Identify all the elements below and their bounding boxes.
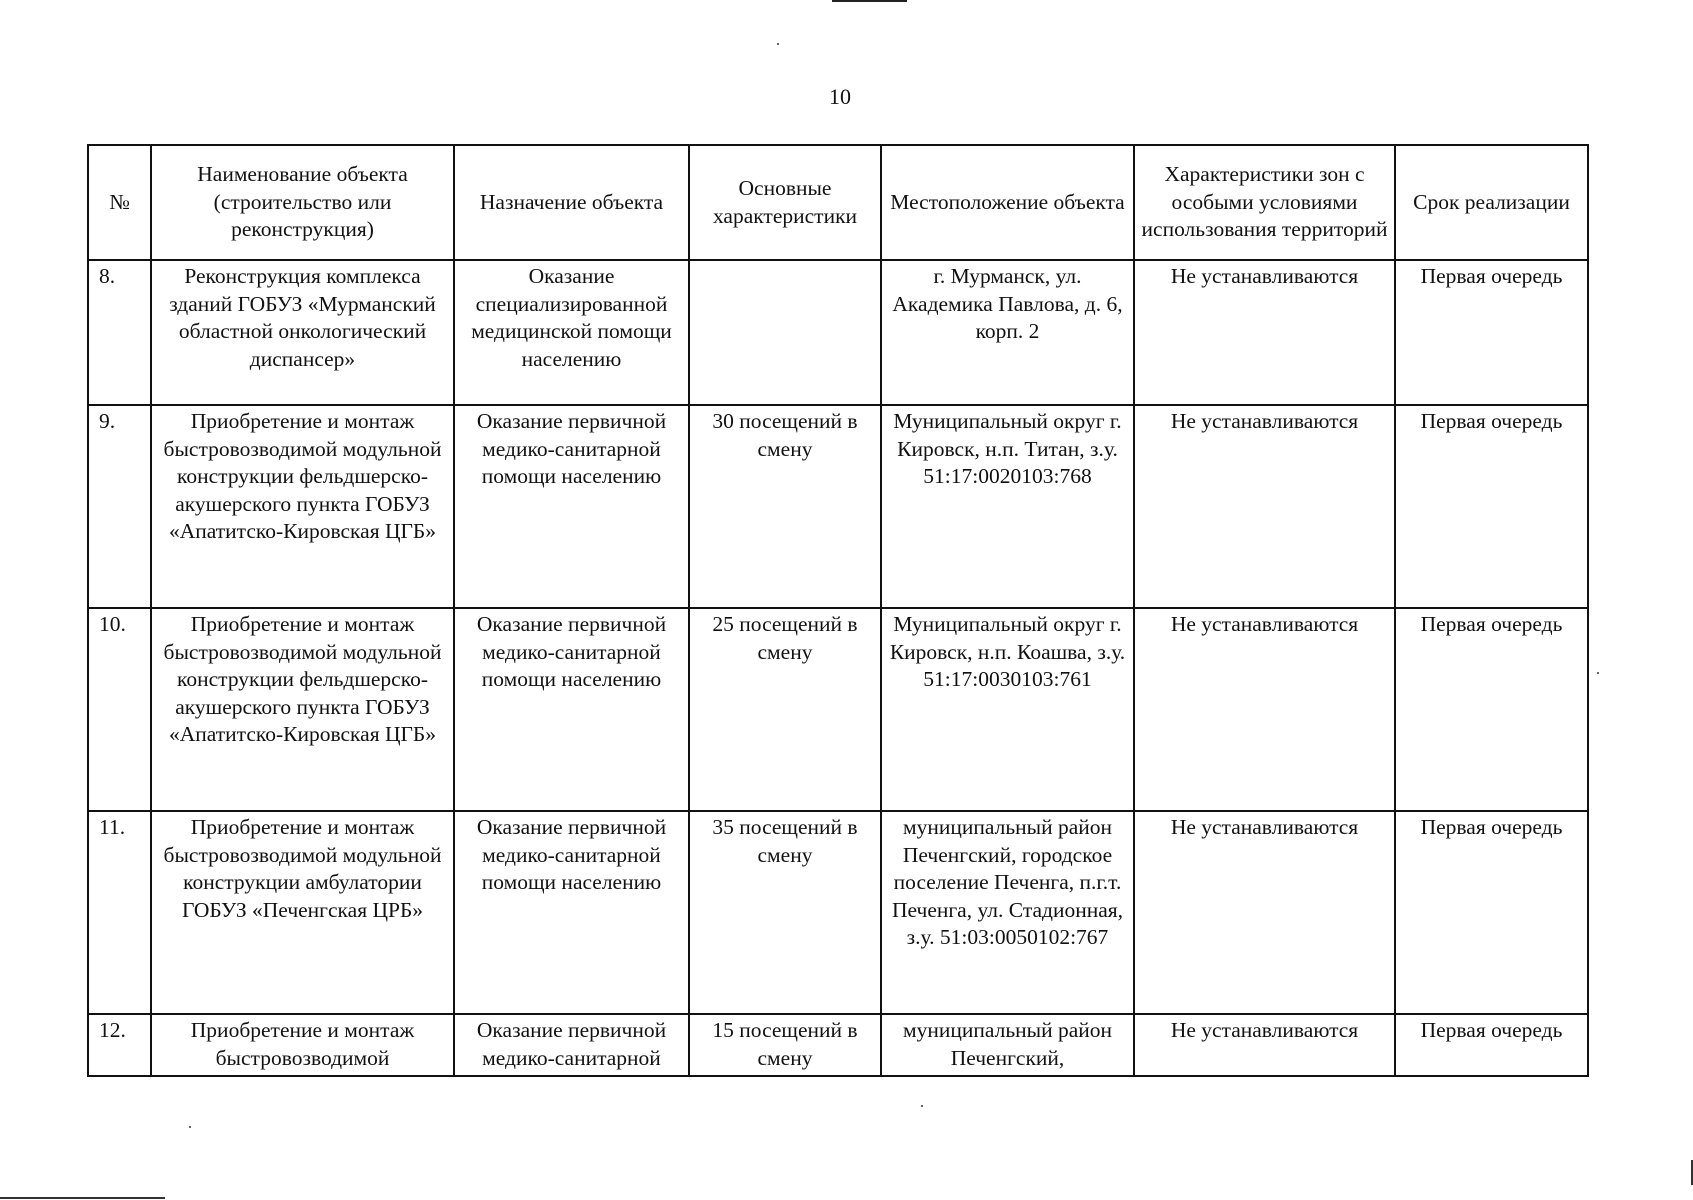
top-scan-mark — [832, 0, 907, 2]
header-characteristics: Основные характеристики — [689, 145, 881, 260]
row-location: Муниципальный округ г. Кировск, н.п. Коашва, з.у. 51:17:0030103:761 — [881, 608, 1134, 811]
row-characteristics: 35 посещений в смену — [689, 811, 881, 1014]
row-zones: Не устанавливаются — [1134, 608, 1395, 811]
objects-table — [87, 144, 1589, 1077]
row-object-name: Приобретение и монтаж быстровозводимой — [151, 1014, 454, 1076]
header-object-name: Наименование объекта (строительство или реконструкция) — [151, 145, 454, 260]
row-characteristics: 15 посещений в смену — [689, 1014, 881, 1076]
row-number: 11. — [88, 811, 151, 1014]
row-location: Муниципальный округ г. Кировск, н.п. Титан, з.у. 51:17:0020103:768 — [881, 405, 1134, 608]
row-number: 8. — [88, 260, 151, 405]
header-purpose: Назначение объекта — [454, 145, 689, 260]
row-purpose: Оказание первичной медико-санитарной помощи населению — [454, 811, 689, 1014]
row-purpose: Оказание специализированной медицинской помощи населению — [454, 260, 689, 405]
row-zones: Не устанавливаются — [1134, 260, 1395, 405]
row-purpose: Оказание первичной медико-санитарной помощи населению — [454, 405, 689, 608]
row-purpose: Оказание первичной медико-санитарной — [454, 1014, 689, 1076]
objects-table-container — [87, 144, 1589, 1077]
table-row — [88, 811, 1588, 1014]
row-location: муниципальный район Печенгский, — [881, 1014, 1134, 1076]
row-location: г. Мурманск, ул. Академика Павлова, д. 6, корп. 2 — [881, 260, 1134, 405]
row-characteristics: 30 посещений в смену — [689, 405, 881, 608]
row-number: 10. — [88, 608, 151, 811]
row-zones: Не устанавливаются — [1134, 811, 1395, 1014]
row-object-name: Приобретение и монтаж быстровозводимой модульной конструкции амбулатории ГОБУЗ «Печенгская ЦРБ» — [151, 811, 454, 1014]
row-object-name: Приобретение и монтаж быстровозводимой модульной конструкции фельдшерско-акушерского пункта ГОБУЗ «Апатитско-Кировская ЦГБ» — [151, 608, 454, 811]
row-term: Первая очередь — [1395, 260, 1588, 405]
header-location: Местоположение объекта — [881, 145, 1134, 260]
table-row — [88, 405, 1588, 608]
bottom-scan-edge — [0, 1197, 165, 1199]
row-term: Первая очередь — [1395, 811, 1588, 1014]
row-zones: Не устанавливаются — [1134, 405, 1395, 608]
scan-speck — [777, 43, 779, 45]
table-header-row — [88, 145, 1588, 260]
row-characteristics: 25 посещений в смену — [689, 608, 881, 811]
row-term: Первая очередь — [1395, 405, 1588, 608]
row-purpose: Оказание первичной медико-санитарной помощи населению — [454, 608, 689, 811]
row-object-name: Приобретение и монтаж быстровозводимой модульной конструкции фельдшерско-акушерского пункта ГОБУЗ «Апатитско-Кировская ЦГБ» — [151, 405, 454, 608]
row-term: Первая очередь — [1395, 608, 1588, 811]
scan-speck — [1597, 672, 1599, 674]
table-row — [88, 260, 1588, 405]
row-characteristics — [689, 260, 881, 405]
table-row — [88, 608, 1588, 811]
scan-speck — [189, 1126, 191, 1128]
row-object-name: Реконструкция комплекса зданий ГОБУЗ «Мурманский областной онкологический диспансер» — [151, 260, 454, 405]
header-zones: Характеристики зон с особыми условиями использования территорий — [1134, 145, 1395, 260]
page-number: 10 — [829, 84, 851, 109]
row-location: муниципальный район Печенгский, городское поселение Печенга, п.г.т. Печенга, ул. Стадионная, з.у. 51:03:0050102:767 — [881, 811, 1134, 1014]
row-number: 12. — [88, 1014, 151, 1076]
row-term: Первая очередь — [1395, 1014, 1588, 1076]
row-number: 9. — [88, 405, 151, 608]
scan-speck — [921, 1105, 923, 1107]
row-zones: Не устанавливаются — [1134, 1014, 1395, 1076]
header-number: № — [88, 145, 151, 260]
table-row — [88, 1014, 1588, 1076]
header-term: Срок реализации — [1395, 145, 1588, 260]
